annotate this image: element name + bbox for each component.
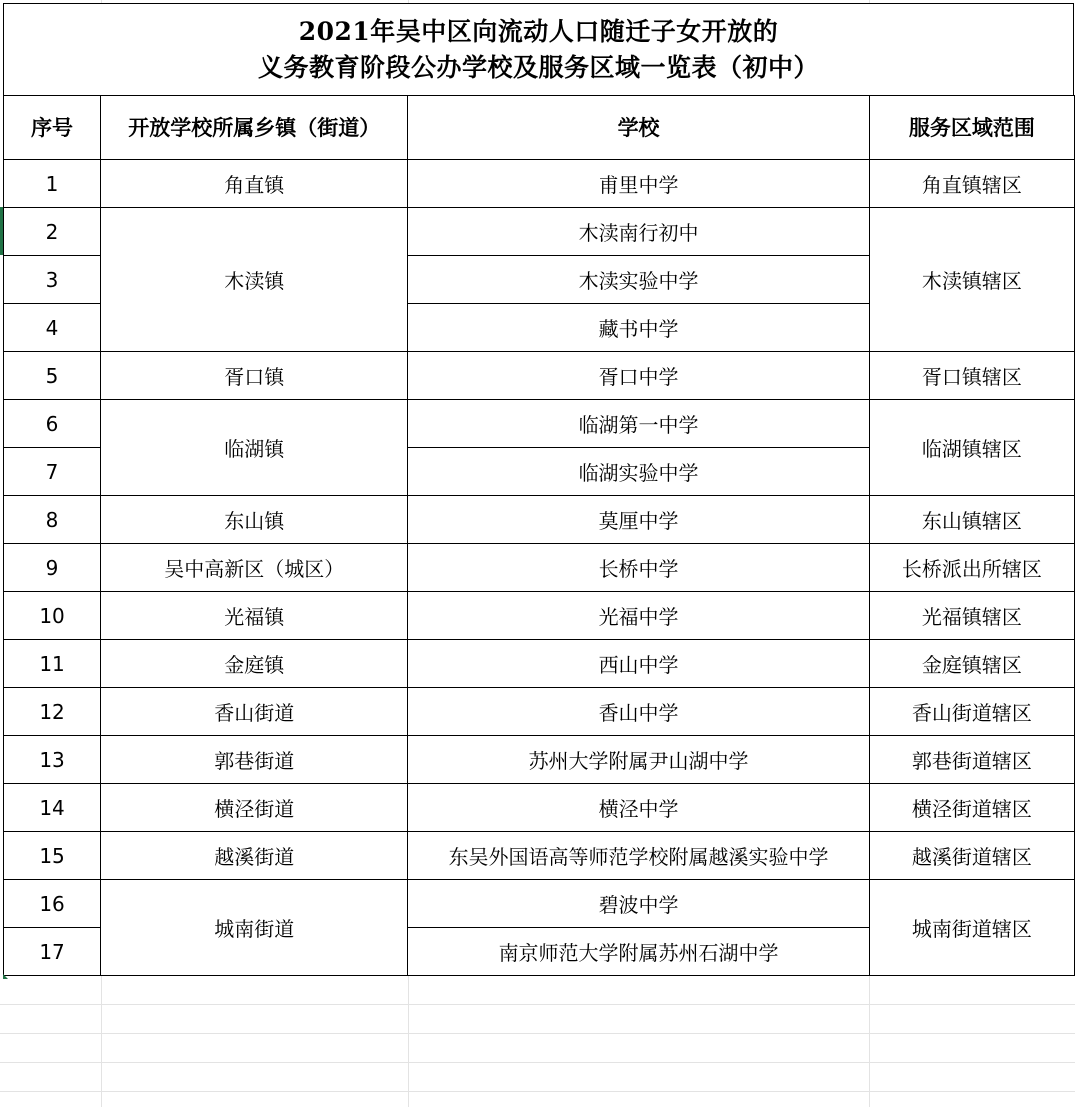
gridline [0,1091,1075,1092]
cell-school[interactable]: 莫厘中学 [408,496,869,544]
cell-school[interactable]: 南京师范大学附属苏州石湖中学 [408,928,869,976]
cell-town[interactable]: 越溪街道 [101,832,408,880]
cell-school[interactable]: 苏州大学附属尹山湖中学 [408,736,869,784]
cell-town[interactable]: 金庭镇 [101,640,408,688]
cell-no[interactable]: 14 [4,784,101,832]
cell-no[interactable]: 1 [4,160,101,208]
table-row [4,208,1075,256]
cell-no[interactable]: 15 [4,832,101,880]
cell-school[interactable]: 碧波中学 [408,880,869,928]
table-row [4,400,1075,448]
cell-no[interactable]: 13 [4,736,101,784]
cell-school[interactable]: 木渎南行初中 [408,208,869,256]
header-area[interactable]: 服务区域范围 [869,96,1074,160]
cell-no[interactable]: 11 [4,640,101,688]
row-selection-marker [0,207,3,255]
cell-school[interactable]: 木渎实验中学 [408,256,869,304]
table-row [4,640,1075,688]
cell-school[interactable]: 西山中学 [408,640,869,688]
gridline [0,1033,1075,1034]
table-row [4,688,1075,736]
gridline [0,1062,1075,1063]
cell-school[interactable]: 甫里中学 [408,160,869,208]
cell-no[interactable]: 9 [4,544,101,592]
table-row [4,592,1075,640]
cell-town[interactable]: 横泾街道 [101,784,408,832]
cell-no[interactable]: 7 [4,448,101,496]
cell-area[interactable]: 胥口镇辖区 [869,352,1074,400]
cell-no[interactable]: 3 [4,256,101,304]
cell-area[interactable]: 光福镇辖区 [869,592,1074,640]
cell-area[interactable]: 越溪街道辖区 [869,832,1074,880]
table-row [4,160,1075,208]
table-row [4,736,1075,784]
cell-town[interactable]: 东山镇 [101,496,408,544]
table-row [4,880,1075,928]
table-row [4,784,1075,832]
cell-school[interactable]: 长桥中学 [408,544,869,592]
cell-no[interactable]: 12 [4,688,101,736]
cell-school[interactable]: 临湖实验中学 [408,448,869,496]
header-town[interactable]: 开放学校所属乡镇（街道） [101,96,408,160]
cell-town[interactable]: 角直镇 [101,160,408,208]
table-row [4,832,1075,880]
cell-town[interactable]: 郭巷街道 [101,736,408,784]
cell-school[interactable]: 东吴外国语高等师范学校附属越溪实验中学 [408,832,869,880]
cell-town[interactable]: 胥口镇 [101,352,408,400]
gridline [0,1004,1075,1005]
header-row [4,96,1075,160]
cell-no[interactable]: 17 [4,928,101,976]
cell-town[interactable]: 吴中高新区（城区） [101,544,408,592]
cell-school[interactable]: 藏书中学 [408,304,869,352]
table-row [4,544,1075,592]
cell-town[interactable]: 临湖镇 [101,400,408,496]
cell-school[interactable]: 香山中学 [408,688,869,736]
header-no[interactable]: 序号 [4,96,101,160]
cell-area[interactable]: 木渎镇辖区 [869,208,1074,352]
cell-area[interactable]: 香山街道辖区 [869,688,1074,736]
cell-area[interactable]: 郭巷街道辖区 [869,736,1074,784]
table-row [4,352,1075,400]
cell-area[interactable]: 城南街道辖区 [869,880,1074,976]
cell-area[interactable]: 角直镇辖区 [869,160,1074,208]
table-row [4,496,1075,544]
cell-no[interactable]: 5 [4,352,101,400]
cell-school[interactable]: 临湖第一中学 [408,400,869,448]
header-school[interactable]: 学校 [408,96,869,160]
cell-town[interactable]: 城南街道 [101,880,408,976]
cell-school[interactable]: 横泾中学 [408,784,869,832]
cell-no[interactable]: 10 [4,592,101,640]
cell-no[interactable]: 6 [4,400,101,448]
cell-no[interactable]: 8 [4,496,101,544]
cell-town[interactable]: 木渎镇 [101,208,408,352]
cell-no[interactable]: 16 [4,880,101,928]
cell-area[interactable]: 东山镇辖区 [869,496,1074,544]
cell-no[interactable]: 2 [4,208,101,256]
cell-town[interactable]: 香山街道 [101,688,408,736]
cell-school[interactable]: 胥口中学 [408,352,869,400]
table-title[interactable] [3,3,1074,95]
cell-area[interactable]: 金庭镇辖区 [869,640,1074,688]
cell-area[interactable]: 横泾街道辖区 [869,784,1074,832]
title-line-2: 义务教育阶段公办学校及服务区域一览表（初中） [257,52,819,82]
school-table [3,95,1075,976]
cell-town[interactable]: 光福镇 [101,592,408,640]
cell-no[interactable]: 4 [4,304,101,352]
cell-fill-handle[interactable] [3,974,8,979]
title-line-1: 2021年吴中区向流动人口随迁子女开放的 [298,16,779,46]
cell-school[interactable]: 光福中学 [408,592,869,640]
cell-area[interactable]: 临湖镇辖区 [869,400,1074,496]
cell-area[interactable]: 长桥派出所辖区 [869,544,1074,592]
